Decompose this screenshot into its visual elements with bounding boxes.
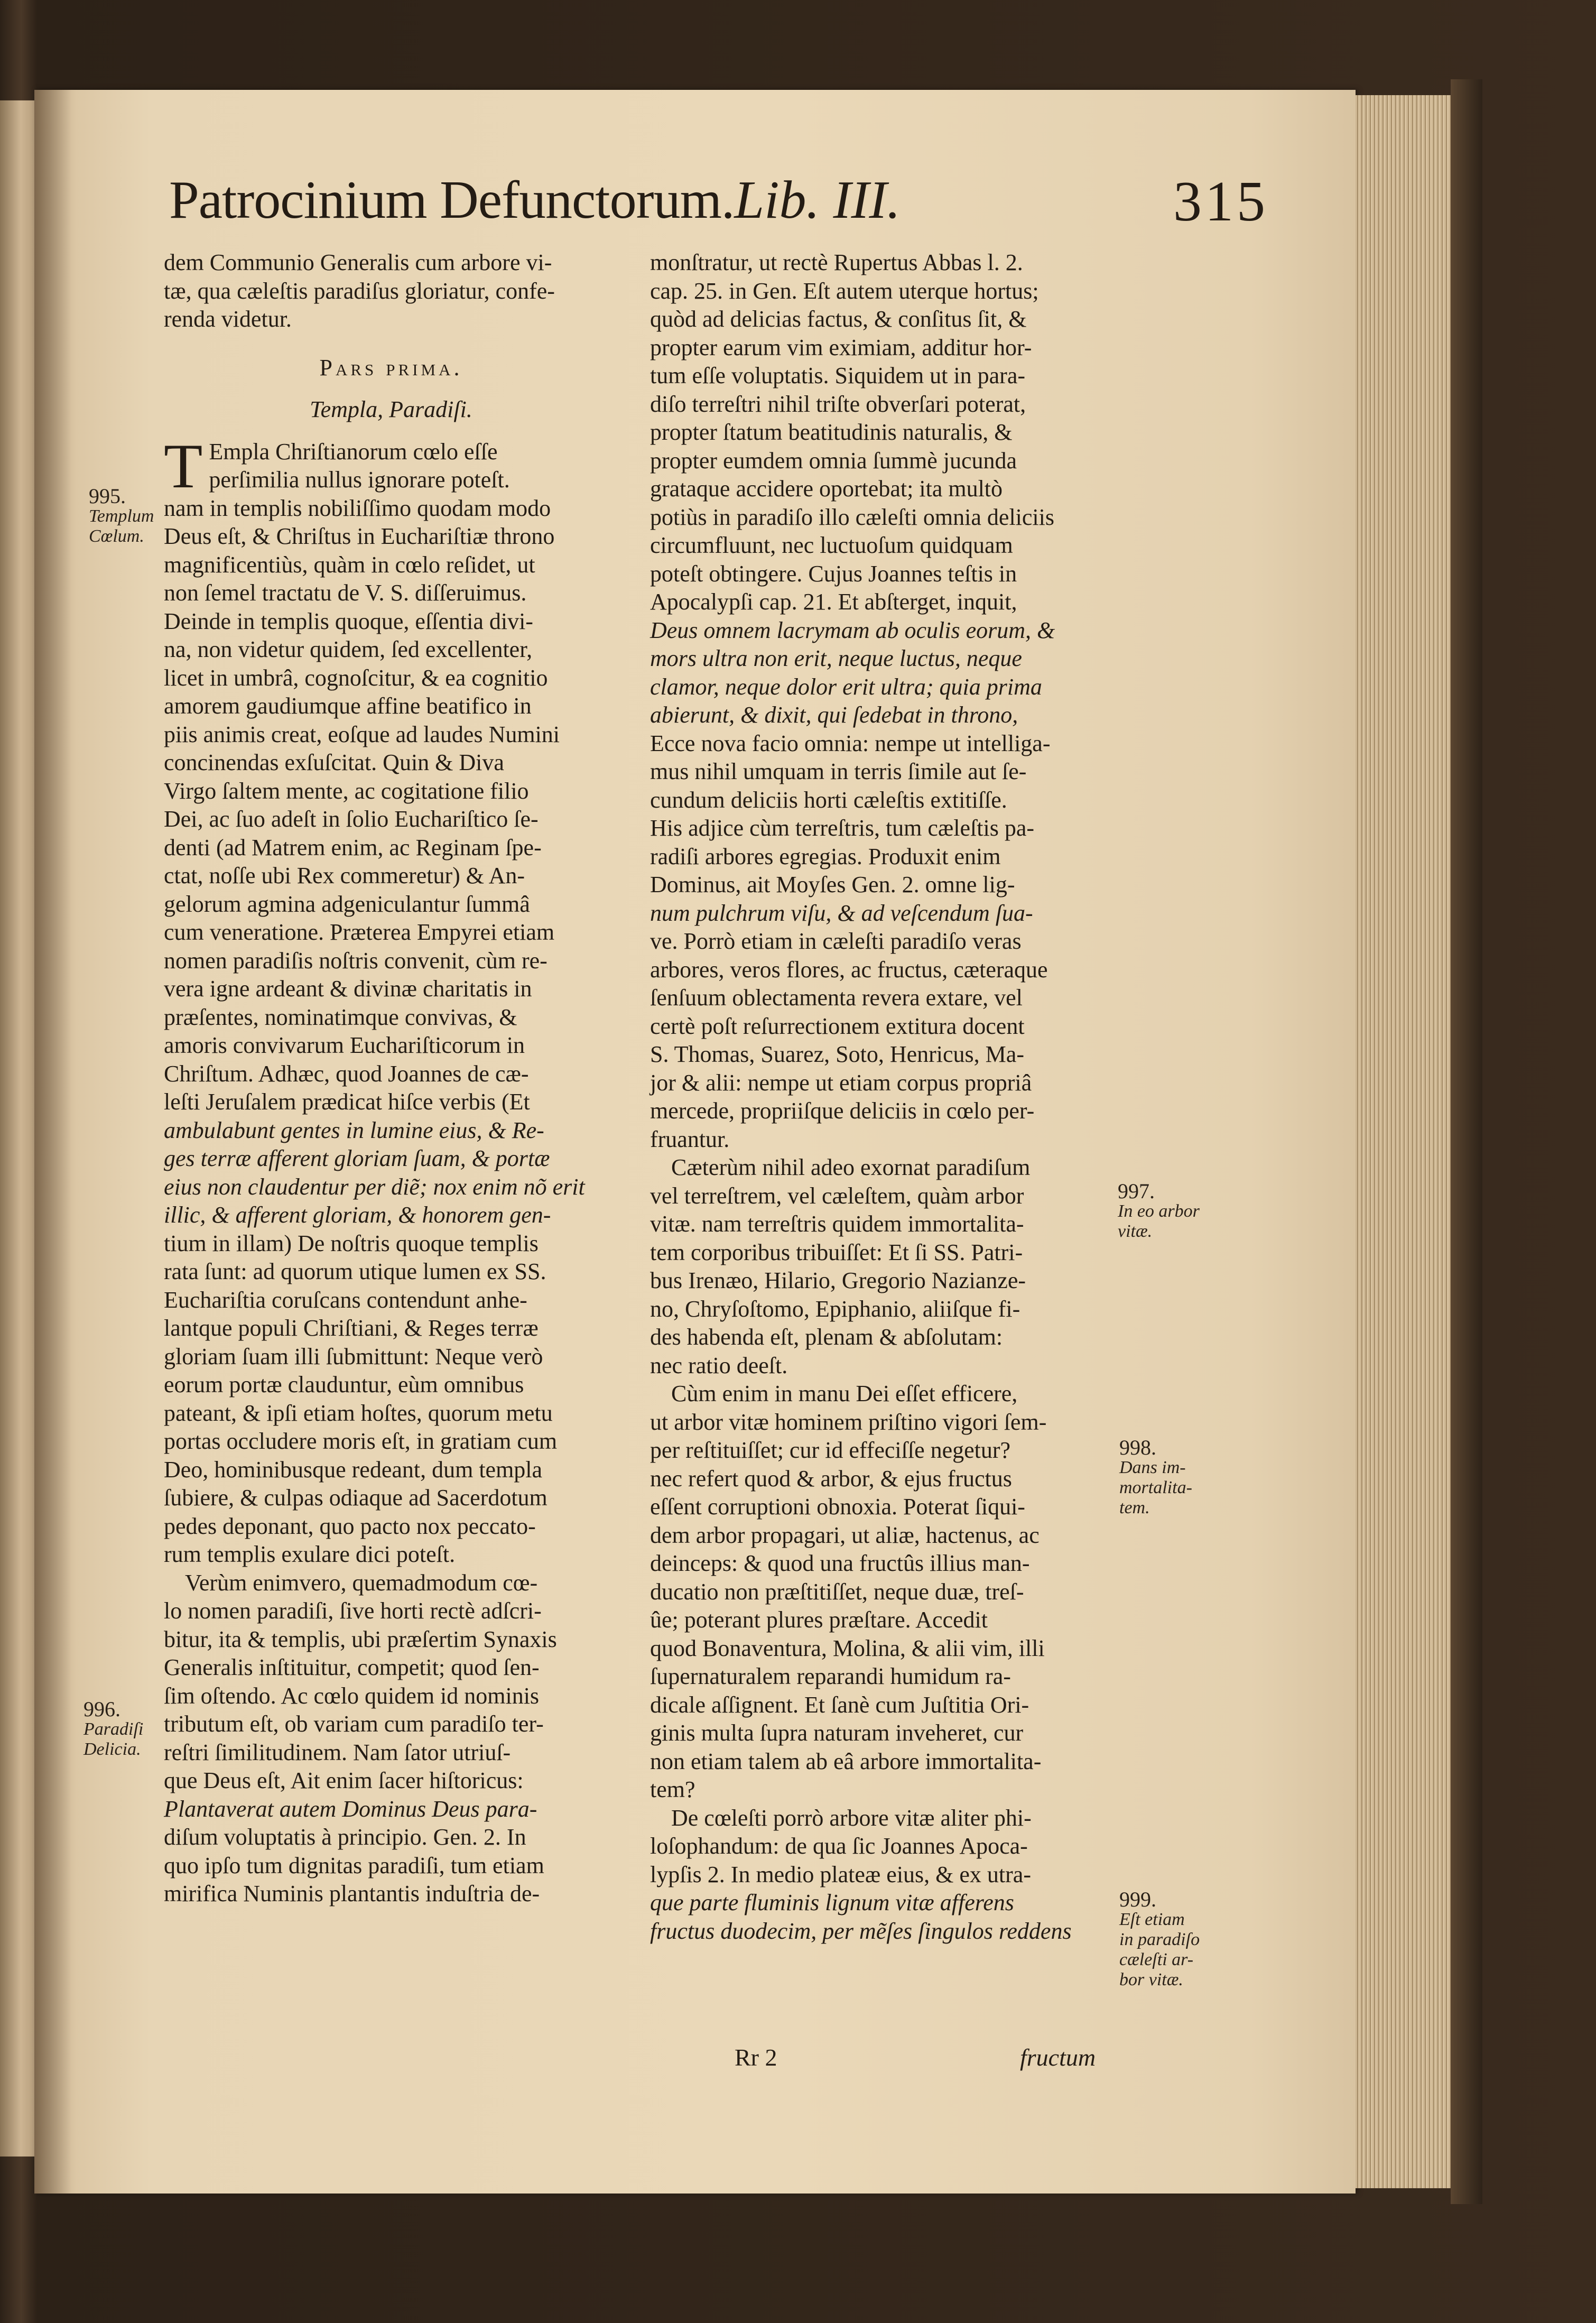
text-line: tum eſſe voluptatis. Siquidem ut in para- [650, 363, 1025, 388]
margin-note-line: mortalita- [1119, 1478, 1192, 1497]
text-line: vel terreſtrem, vel cæleſtem, quàm arbor [650, 1182, 1024, 1209]
margin-note-999 [1119, 1887, 1200, 1990]
text-line: des habenda eſt, plenam & abſolutam: [650, 1324, 1003, 1350]
text-line: propter ſtatum beatitudinis naturalis, & [650, 419, 1013, 445]
text-line: num pulchrum viſu, & ad veſcendum ſua- [650, 900, 1033, 926]
text-line: eius non claudentur per diẽ; nox enim nõ erit [164, 1173, 585, 1200]
text-line: monſtratur, ut rectè Rupertus Abbas l. 2. [650, 249, 1023, 275]
text-line: fructus duodecim, per mẽſes ſingulos reddens [650, 1918, 1072, 1944]
margin-note-line: Paradiſi [83, 1719, 144, 1739]
text-line: loſophandum: de qua ſic Joannes Apoca- [650, 1833, 1028, 1859]
paragraph-1 [164, 430, 618, 1569]
text-line: cap. 25. in Gen. Eſt autem uterque hortus; [650, 277, 1039, 304]
text-line: mus nihil umquam in terris ſimile aut ſe- [650, 758, 1027, 784]
paragraph-4 [650, 1153, 1110, 1380]
text-line: lo nomen paradiſi, ſive horti rectè adſcri- [164, 1598, 542, 1624]
text-line: que Deus eſt, Ait enim ſacer hiſtoricus: [164, 1767, 524, 1793]
margin-note-995 [89, 486, 154, 547]
text-line: propter earum vim eximiam, additur hor- [650, 334, 1032, 360]
text-line: que parte fluminis lignum vitæ afferens [650, 1890, 1014, 1915]
text-line: mors ultra non erit, neque luctus, neque [650, 645, 1022, 671]
text-line: non etiam talem ab eâ arbore immortalita- [650, 1748, 1042, 1774]
margin-note-line: Delicia. [83, 1739, 141, 1759]
margin-note-line: tem. [1119, 1498, 1150, 1517]
text-line: dicale aſſignent. Et ſanè cum Juſtitia Ori- [650, 1691, 1029, 1718]
page-stack-edges [1356, 95, 1451, 2188]
text-line: tæ, qua cæleſtis paradiſus gloriatur, confe- [164, 277, 555, 304]
margin-note-997 [1118, 1181, 1200, 1242]
right-column [650, 248, 1110, 1945]
margin-note-line: Dans im- [1119, 1458, 1186, 1477]
text-line: Deus omnem lacrymam ab oculis eorum, & [650, 617, 1055, 643]
text-line: renda videtur. [164, 306, 292, 332]
margin-note-line: Templum [89, 506, 154, 526]
text-line: tem corporibus tribuiſſet: Et ſi SS. Patri- [650, 1239, 1023, 1265]
text-line: ambulabunt gentes in lumine eius, & Re- [164, 1117, 544, 1143]
text-line: rata ſunt: ad quorum utique lumen ex SS. [164, 1258, 546, 1284]
margin-note-line: in paradiſo [1119, 1930, 1200, 1949]
text-line: quod Bonaventura, Molina, & alii vim, illi [650, 1635, 1045, 1661]
text-line: portas occludere moris eſt, in gratiam cum [164, 1428, 558, 1454]
text-line: vera igne ardeant & divinæ charitatis in [164, 976, 532, 1002]
text-line: Generalis inſtituitur, competit; quod ſen- [164, 1654, 540, 1680]
book-cover-edge [1451, 79, 1482, 2204]
text-line: quòd ad delicias factus, & conſitus ſit, & [650, 306, 1027, 332]
text-line: lantque populi Chriſtiani, & Reges terræ [164, 1315, 539, 1341]
margin-note-number: 996. [83, 1697, 120, 1721]
text-line: denti (ad Matrem enim, ac Reginam ſpe- [164, 834, 542, 860]
text-line: diſo terreſtri nihil triſte obverſari poterat, [650, 391, 1026, 417]
text-line: pedes deponant, quo pacto nox peccato- [164, 1513, 536, 1539]
margin-note-number: 995. [89, 484, 126, 508]
text-line: quo ipſo tum dignitas paradiſi, tum etiam [164, 1852, 544, 1878]
text-line: ut arbor vitæ hominem priſtino vigori ſem- [650, 1409, 1047, 1435]
text-line: ges terræ afferent gloriam ſuam, & portæ [164, 1145, 550, 1171]
text-line: rum templis exulare dici poteſt. [164, 1541, 456, 1567]
text-line: Cùm enim in manu Dei eſſet efficere, [671, 1381, 1018, 1406]
text-line: deinceps: & quod una fructûs illius man- [650, 1550, 1030, 1576]
text-line: lypſis 2. In medio plateæ eius, & ex utra- [650, 1861, 1031, 1887]
text-line: illic, & afferent gloriam, & honorem gen- [164, 1202, 551, 1228]
previous-page-edge [0, 100, 34, 2157]
text-line: Chriſtum. Adhæc, quod Joannes de cæ- [164, 1060, 529, 1087]
text-line: gloriam ſuam illi ſubmittunt: Neque verò [164, 1343, 543, 1369]
text-line: vitæ. nam terreſtris quidem immortalita- [650, 1211, 1024, 1237]
text-line: non ſemel tractatu de V. S. diſſeruimus. [164, 580, 527, 606]
text-line: ſubiere, & culpas odiaque ad Sacerdotum [164, 1485, 548, 1511]
text-line: potiùs in paradiſo illo cæleſti omnia deliciis [650, 504, 1054, 530]
paragraph-5 [650, 1380, 1110, 1804]
text-line: Virgo ſaltem mente, ac cogitatione filio [164, 778, 529, 804]
catchword: fructum [1020, 2044, 1096, 2071]
text-line: circumfluunt, nec luctuoſum quidquam [650, 532, 1013, 558]
text-line: tributum eſt, ob variam cum paradiſo ter- [164, 1711, 544, 1737]
gutter-shadow [34, 90, 71, 2194]
text-line: dem arbor propagari, ut aliæ, hactenus, ac [650, 1522, 1040, 1548]
text-line: Deinde in templis quoque, eſſentia divi- [164, 608, 533, 634]
text-line: Dei, ac ſuo adeſt in ſolio Euchariſtico ſe- [164, 806, 539, 832]
margin-note-line: cæleſti ar- [1119, 1950, 1194, 1969]
running-header [169, 169, 1268, 243]
text-line: leſti Jeruſalem prædicat hiſce verbis (Et [164, 1089, 530, 1115]
text-line: piis animis creat, eoſque ad laudes Numini [164, 721, 560, 747]
text-line: Ecce nova facio omnia: nempe ut intelliga- [650, 730, 1051, 756]
text-line: radiſi arbores egregias. Produxit enim [650, 843, 1001, 869]
text-line: Deus eſt, & Chriſtus in Euchariſtiæ throno [164, 523, 555, 549]
paragraph-2 [164, 1569, 618, 1908]
text-line: amorem gaudiumque affine beatifico in [164, 693, 532, 719]
text-line: diſum voluptatis à principio. Gen. 2. In [164, 1824, 526, 1850]
text-line: ginis multa ſupra naturam inveheret, cur [650, 1720, 1024, 1746]
text-line: nomen paradiſis noſtris convenit, cùm re- [164, 947, 548, 974]
text-line: certè poſt reſurrectionem extitura docent [650, 1013, 1025, 1039]
text-line: Verùm enimvero, quemadmodum cœ- [185, 1569, 538, 1596]
text-line: nec ratio deeſt. [650, 1352, 788, 1378]
book-number: Lib. III. [734, 170, 901, 230]
text-line: Empla Chriſtianorum cœlo eſſe [209, 438, 498, 465]
text-line: grataque accidere oportebat; ita multò [650, 476, 1003, 502]
text-line: ducatio non præſtitiſſet, neque duæ, treſ- [650, 1578, 1024, 1605]
text-line: clamor, neque dolor erit ultra; quia prima [650, 673, 1042, 700]
margin-note-number: 999. [1119, 1887, 1156, 1911]
drop-cap: T [164, 430, 203, 501]
text-line: Euchariſtia coruſcans contendunt anhe- [164, 1287, 527, 1313]
text-line: eſſent corruptioni obnoxia. Poterat ſiqui- [650, 1494, 1025, 1520]
text-line: De cœleſti porrò arbore vitæ aliter phi- [671, 1804, 1032, 1831]
margin-note-number: 998. [1119, 1436, 1156, 1459]
text-line: tium in illam) De noſtris quoque templis [164, 1230, 539, 1256]
text-line: poteſt obtingere. Cujus Joannes teſtis in [650, 560, 1017, 587]
intro-paragraph [164, 248, 618, 334]
text-line: licet in umbrâ, cognoſcitur, & ea cognitio [164, 664, 548, 691]
text-line: eorum portæ clauduntur, eùm omnibus [164, 1372, 524, 1397]
text-line: cundum deliciis horti cæleſtis extitiſſe. [650, 786, 1007, 813]
text-line: ûe; poterant plures præſtare. Accedit [650, 1607, 988, 1633]
text-line: magnificentiùs, quàm in cœlo reſidet, ut [164, 551, 535, 578]
text-line: cum veneratione. Præterea Empyrei etiam [164, 919, 555, 945]
text-line: perſimilia nullus ignorare poteſt. [209, 467, 510, 493]
margin-note-number: 997. [1118, 1179, 1155, 1203]
text-line: Dominus, ait Moyſes Gen. 2. omne lig- [650, 872, 1015, 897]
running-title: Patrocinium Defunctorum. [169, 170, 735, 230]
margin-note-line: In eo arbor [1118, 1201, 1200, 1221]
text-line: propter eumdem omnia ſummè jucunda [650, 447, 1017, 474]
text-line: His adjice cùm terreſtris, tum cæleſtis pa- [650, 815, 1035, 841]
text-line: Cæterùm nihil adeo exornat paradiſum [671, 1154, 1031, 1180]
text-line: Deo, hominibusque redeant, dum templa [164, 1456, 543, 1483]
left-column [164, 248, 618, 1908]
text-line: bus Irenæo, Hilario, Gregorio Nazianze- [650, 1267, 1026, 1293]
text-line: ctat, noſſe ubi Rex commeretur) & An- [164, 863, 525, 889]
text-line: præſentes, nominatimque convivas, & [164, 1004, 517, 1030]
text-line: mirifica Numinis plantantis induſtria de- [164, 1881, 540, 1906]
text-line: ſenſuum oblectamenta revera extare, vel [650, 985, 1023, 1011]
margin-note-line: Cœlum. [89, 526, 144, 546]
text-line: fruantur. [650, 1126, 730, 1152]
text-line: nec refert quod & arbor, & ejus fructus [650, 1465, 1012, 1492]
signature-mark: Rr 2 [735, 2044, 777, 2071]
text-line: no, Chryſoſtomo, Epiphanio, aliiſque fi- [650, 1295, 1020, 1322]
text-line: pateant, & ipſi etiam hoſtes, quorum metu [164, 1400, 553, 1426]
text-line: na, non videtur quidem, ſed excellenter, [164, 636, 533, 662]
section-subheading: Templa, Paradiſi. [310, 396, 472, 422]
page-number: 315 [1173, 170, 1268, 233]
text-line: abierunt, & dixit, qui ſedebat in throno, [650, 702, 1018, 728]
text-line: reſtri ſimilitudinem. Nam ſator utriuſ- [164, 1739, 511, 1765]
text-line: tem? [650, 1776, 695, 1802]
margin-note-line: Eſt etiam [1119, 1910, 1185, 1929]
text-line: mercede, propriiſque deliciis in cœlo per- [650, 1098, 1035, 1124]
text-line: S. Thomas, Suarez, Soto, Henricus, Ma- [650, 1041, 1024, 1067]
text-line: amoris convivarum Euchariſticorum in [164, 1032, 525, 1058]
paragraph-6 [650, 1804, 1110, 1946]
text-line: Plantaverat autem Dominus Deus para- [164, 1796, 537, 1822]
section-heading: Pars prima. [319, 354, 463, 381]
text-line: per reſtituiſſet; cur id effeciſſe negetur? [650, 1437, 1011, 1463]
text-line: arbores, veros flores, ac fructus, cæteraque [650, 956, 1048, 983]
text-line: Apocalypſi cap. 21. Et abſterget, inquit, [650, 589, 1017, 615]
text-line: ſupernaturalem reparandi humidum ra- [650, 1663, 1011, 1689]
margin-note-line: vitæ. [1118, 1221, 1153, 1241]
text-line: concinendas exſuſcitat. Quin & Diva [164, 749, 504, 775]
margin-note-996 [83, 1699, 143, 1760]
text-line: jor & alii: nempe ut etiam corpus propriâ [650, 1069, 1032, 1096]
text-line: bitur, ita & templis, ubi præſertim Synaxis [164, 1626, 557, 1652]
margin-note-998 [1119, 1438, 1192, 1518]
margin-note-line: bor vitæ. [1119, 1970, 1183, 1989]
text-line: dem Communio Generalis cum arbore vi- [164, 249, 552, 275]
text-line: ve. Porrò etiam in cæleſti paradiſo veras [650, 928, 1022, 954]
paragraph-3 [650, 248, 1110, 1153]
text-line: gelorum agmina adgeniculantur ſummâ [164, 891, 530, 917]
text-line: ſim oſtendo. Ac cœlo quidem id nominis [164, 1682, 540, 1709]
text-line: nam in templis nobiliſſimo quodam modo [164, 495, 551, 521]
